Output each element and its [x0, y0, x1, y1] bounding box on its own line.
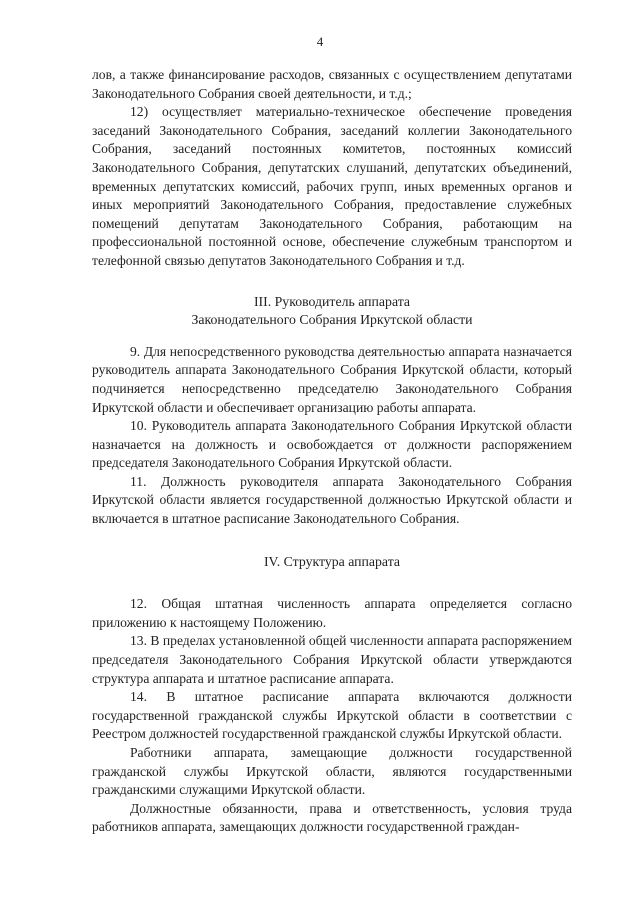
page-number: 4: [316, 34, 324, 49]
continued-paragraph: лов, а также финансирование расходов, связанных с осуществлением депутатами Законодательного Собрания своей деятельности, и т.д.;: [92, 67, 572, 101]
paragraph-employees: Работники аппарата, замещающие должности государственной гражданской службы Иркутской области, являются государственными гражданскими служащими Иркутской области.: [92, 745, 572, 798]
document-body: [92, 66, 572, 837]
paragraph-10: 10. Руководитель аппарата Законодательного Собрания Иркутской области назначается на должность и освобождается от должности распоряжением председателя Законодательного Собрания Иркутской области.: [92, 418, 572, 471]
paragraph-duties: Должностные обязанности, права и ответственность, условия труда работников аппарата, замещающих должности государственной граждан-: [92, 800, 572, 835]
paragraph-11: 11. Должность руководителя аппарата Законодательного Собрания Иркутской области является государственной должностью Иркутской области и включается в штатное расписание Законодательного Собрания.: [92, 473, 572, 527]
section-3-heading-line-1: III. Руководитель аппарата: [253, 293, 411, 309]
paragraph-item-12: 12) осуществляет материально-техническое обеспечение проведения заседаний Законодательного Собрания, заседаний коллегии Законодательного Собрания, заседаний постоянных комитетов, постоянных комиссий Законодательного Собрания, депутатских слушаний, депутатских объединений, временных депутатских комиссий, рабочих групп, иных временных органов и иных мероприятий Законодательного Собрания, предоставление служебных помещений депутатам Законодательного Собрания, работающим на профессиональной постоянной основе, обеспечение служебным транспортом и телефонной связью депутатов Законодательного Собрания и т.д.: [92, 104, 572, 268]
paragraph-14: 14. В штатное расписание аппарата включаются должности государственной гражданской службы Иркутской области в соответствии с Реестром должностей государственной гражданской службы Иркутской области.: [92, 689, 572, 742]
paragraph-9: 9. Для непосредственного руководства деятельностью аппарата назначается руководитель аппарата Законодательного Собрания Иркутской области, который подчиняется непосредственно председателю Законодательного Собрания Иркутской области и обеспечивает организацию работы аппарата.: [92, 343, 572, 415]
section-4-heading: IV. Структура аппарата: [263, 553, 401, 569]
paragraph-12: 12. Общая штатная численность аппарата определяется согласно приложению к настоящему Положению.: [92, 596, 572, 630]
section-3-heading-line-2: Законодательного Собрания Иркутской области: [191, 312, 473, 328]
paragraph-13: 13. В пределах установленной общей численности аппарата распоряжением председателя Законодательного Собрания Иркутской области утверждаются структура аппарата и штатное расписание аппарата.: [92, 633, 572, 686]
